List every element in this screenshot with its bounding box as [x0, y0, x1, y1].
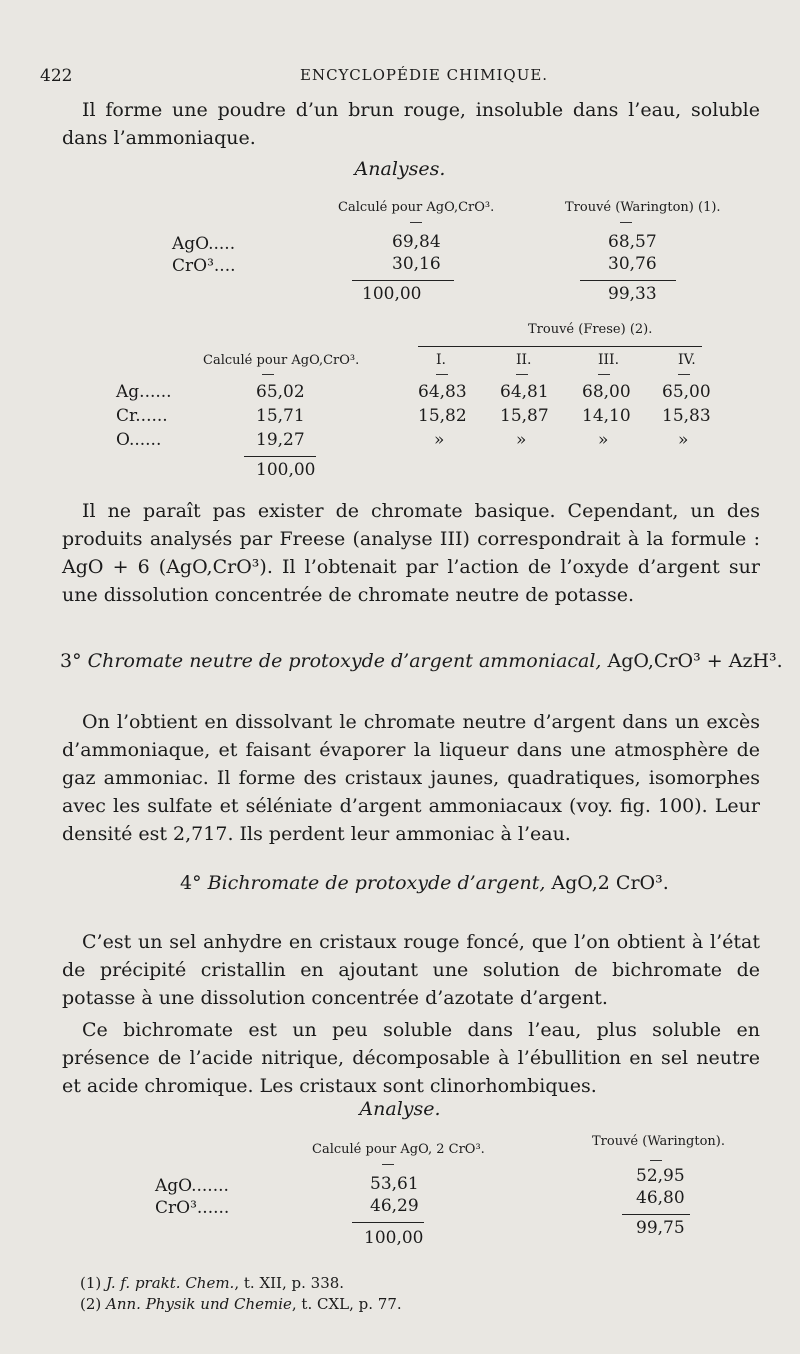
table1-total-found: 99,33 [608, 284, 657, 304]
section-3-number: 3° [60, 650, 82, 672]
section-3-formula: AgO,CrO³ + AzH³. [607, 650, 783, 672]
table2-col-calc: Calculé pour AgO,CrO³. [203, 353, 360, 368]
running-title: ENCYCLOPÉDIE CHIMIQUE. [300, 66, 549, 84]
table2-value: » [598, 430, 609, 450]
table2-value: » [678, 430, 689, 450]
table2-value: 15,87 [500, 406, 549, 426]
table3-total-found: 99,75 [636, 1218, 685, 1238]
table3-row-label: CrO³...... [155, 1198, 230, 1218]
table1-col-found: Trouvé (Warington) (1). [565, 200, 721, 215]
table2-row-label: Cr...... [116, 406, 168, 426]
table1-calc-value: 30,16 [392, 254, 441, 274]
table2-value: » [434, 430, 445, 450]
table2-value: 64,83 [418, 382, 467, 402]
table2-value: 64,81 [500, 382, 549, 402]
table2-value: 68,00 [582, 382, 631, 402]
table1-found-value: 30,76 [608, 254, 657, 274]
table3-found-value: 46,80 [636, 1188, 685, 1208]
table2-total-calc: 100,00 [256, 460, 316, 480]
table2-row-label: Ag...... [116, 382, 172, 402]
section-3-paragraph: On l’obtient en dissolvant le chromate neutre d’argent dans un excès d’ammoniaque, et faisant évaporer la liqueur dans une atmosphère de gaz ammoniac. Il forme des cristaux jaunes, quadratiques, isomorphes avec les sulfate et séléniate d’argent ammoniacaux (voy. fig. 100). Leur densité est 2,717. Ils perdent leur ammoniac à l’eau. [62, 711, 760, 845]
analyses-title: Analyses. [354, 158, 446, 180]
table2-value: » [516, 430, 527, 450]
section-4-number: 4° [180, 872, 202, 894]
table2-value: 65,00 [662, 382, 711, 402]
table2-subcol: IV. [678, 352, 696, 368]
table1-col-calc: Calculé pour AgO,CrO³. [338, 200, 495, 215]
footnote-1: (1) J. f. prakt. Chem., t. XII, p. 338. [80, 1274, 345, 1292]
footnote-2: (2) Ann. Physik und Chemie, t. CXL, p. 77. [80, 1295, 402, 1313]
table2-subcol: I. [436, 352, 446, 368]
table2-calc-value: 15,71 [256, 406, 305, 426]
section-4-paragraph-2: Ce bichromate est un peu soluble dans l’eau, plus soluble en présence de l’acide nitrique, décomposable à l’ébullition en sel neutre et acide chromique. Les cristaux sont clinorhombiques. [62, 1019, 760, 1097]
table2-calc-value: 65,02 [256, 382, 305, 402]
section-4-formula: AgO,2 CrO³. [551, 872, 669, 894]
table1-total-calc: 100,00 [362, 284, 422, 304]
table2-subcol: II. [516, 352, 532, 368]
table1-row-label: CrO³.... [172, 256, 236, 276]
table3-calc-value: 53,61 [370, 1174, 419, 1194]
table2-value: 14,10 [582, 406, 631, 426]
table3-row-label: AgO....... [155, 1176, 229, 1196]
table3-found-value: 52,95 [636, 1166, 685, 1186]
table1-found-value: 68,57 [608, 232, 657, 252]
table2-calc-value: 19,27 [256, 430, 305, 450]
section-4-heading [180, 872, 669, 894]
basic-chromate-paragraph: Il ne paraît pas exister de chromate basique. Cependant, un des produits analysés par Freese (analyse III) correspondrait à la formule : AgO + 6 (AgO,CrO³). Il l’obtenait par l’action de l’oxyde d’argent sur une dissolution concentrée de chromate neutre de potasse. [62, 500, 760, 606]
table2-value: 15,83 [662, 406, 711, 426]
table3-col-calc: Calculé pour AgO, 2 CrO³. [312, 1142, 485, 1157]
intro-paragraph: Il forme une poudre d’un brun rouge, insoluble dans l’eau, soluble dans l’ammoniaque. [62, 99, 760, 149]
analyse-title: Analyse. [359, 1098, 441, 1120]
section-4-paragraph-1: C’est un sel anhydre en cristaux rouge foncé, que l’on obtient à l’état de précipité cristallin en ajoutant une solution de bichromate de potasse à une dissolution concentrée d’azotate d’argent. [62, 931, 760, 1009]
section-3-heading [60, 650, 783, 672]
table1-calc-value: 69,84 [392, 232, 441, 252]
table1-row-label: AgO..... [172, 234, 236, 254]
table2-subcol: III. [598, 352, 620, 368]
table3-total-calc: 100,00 [364, 1228, 424, 1248]
section-3-title: Chromate neutre de protoxyde d’argent ammoniacal, [87, 650, 602, 672]
table2-col-found: Trouvé (Frese) (2). [528, 322, 653, 337]
table3-calc-value: 46,29 [370, 1196, 419, 1216]
table2-value: 15,82 [418, 406, 467, 426]
table2-row-label: O...... [116, 430, 162, 450]
table3-col-found: Trouvé (Warington). [592, 1134, 726, 1149]
section-4-title: Bichromate de protoxyde d’argent, [207, 872, 546, 894]
page-number: 422 [40, 66, 73, 86]
